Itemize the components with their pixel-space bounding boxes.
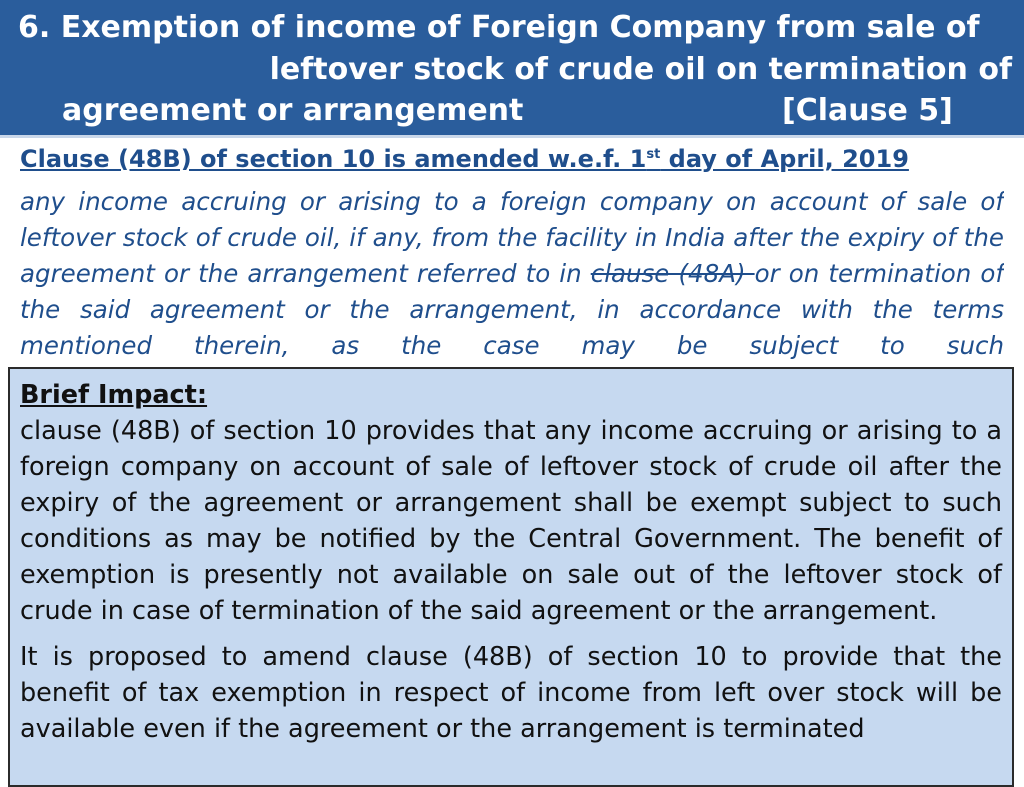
clause-heading-ordinal: st: [646, 147, 661, 162]
impact-paragraph-2: It is proposed to amend clause (48B) of section 10 to provide that the benefit of tax exemption in respect of income from left over stock will be available even if the agreement or the arrangement is terminated: [20, 642, 1002, 744]
brief-impact-box: [8, 367, 1014, 787]
slide-title-line-1: 6. Exemption of income of Foreign Company from sale of: [18, 10, 980, 45]
clause-reference: [Clause 5]: [782, 93, 953, 128]
impact-paragraph-1: clause (48B) of section 10 provides that any income accruing or arising to a foreign company on account of sale of leftover stock of crude oil after the expiry of the agreement or arrangement shall be exempt subject to such conditions as may be notified by the Central Government. The benefit of exemption is presently not available on sale out of the leftover stock of crude in case of termination of the said agreement or the arrangement.: [20, 416, 1002, 626]
slide-title-line-3: agreement or arrangement: [62, 93, 524, 128]
clause-heading-main: Clause (48B) of section 10 is amended w.e.f. 1: [20, 145, 647, 173]
amended-text-part-2: or on termination of the said agreement or the arrangement, in accordance with the terms mentioned therein, as the case may be subject to such: [20, 259, 1004, 360]
title-divider: [0, 135, 1024, 138]
slide-title-banner: [0, 0, 1024, 135]
brief-impact-heading: Brief Impact:: [20, 380, 208, 410]
amended-clause-text: [20, 184, 1004, 364]
clause-heading: [20, 145, 909, 173]
amended-text-part-1: any income accruing or arising to a foreign company on account of sale of leftover stock of crude oil, if any, from the facility in India after the expiry of the agreement or the arrangement referred to in: [20, 187, 1004, 288]
slide-title-line-2: leftover stock of crude oil on termination of: [269, 52, 1012, 87]
clause-heading-rest: day of April, 2019: [660, 145, 909, 173]
struck-text: clause (48A): [590, 259, 755, 288]
